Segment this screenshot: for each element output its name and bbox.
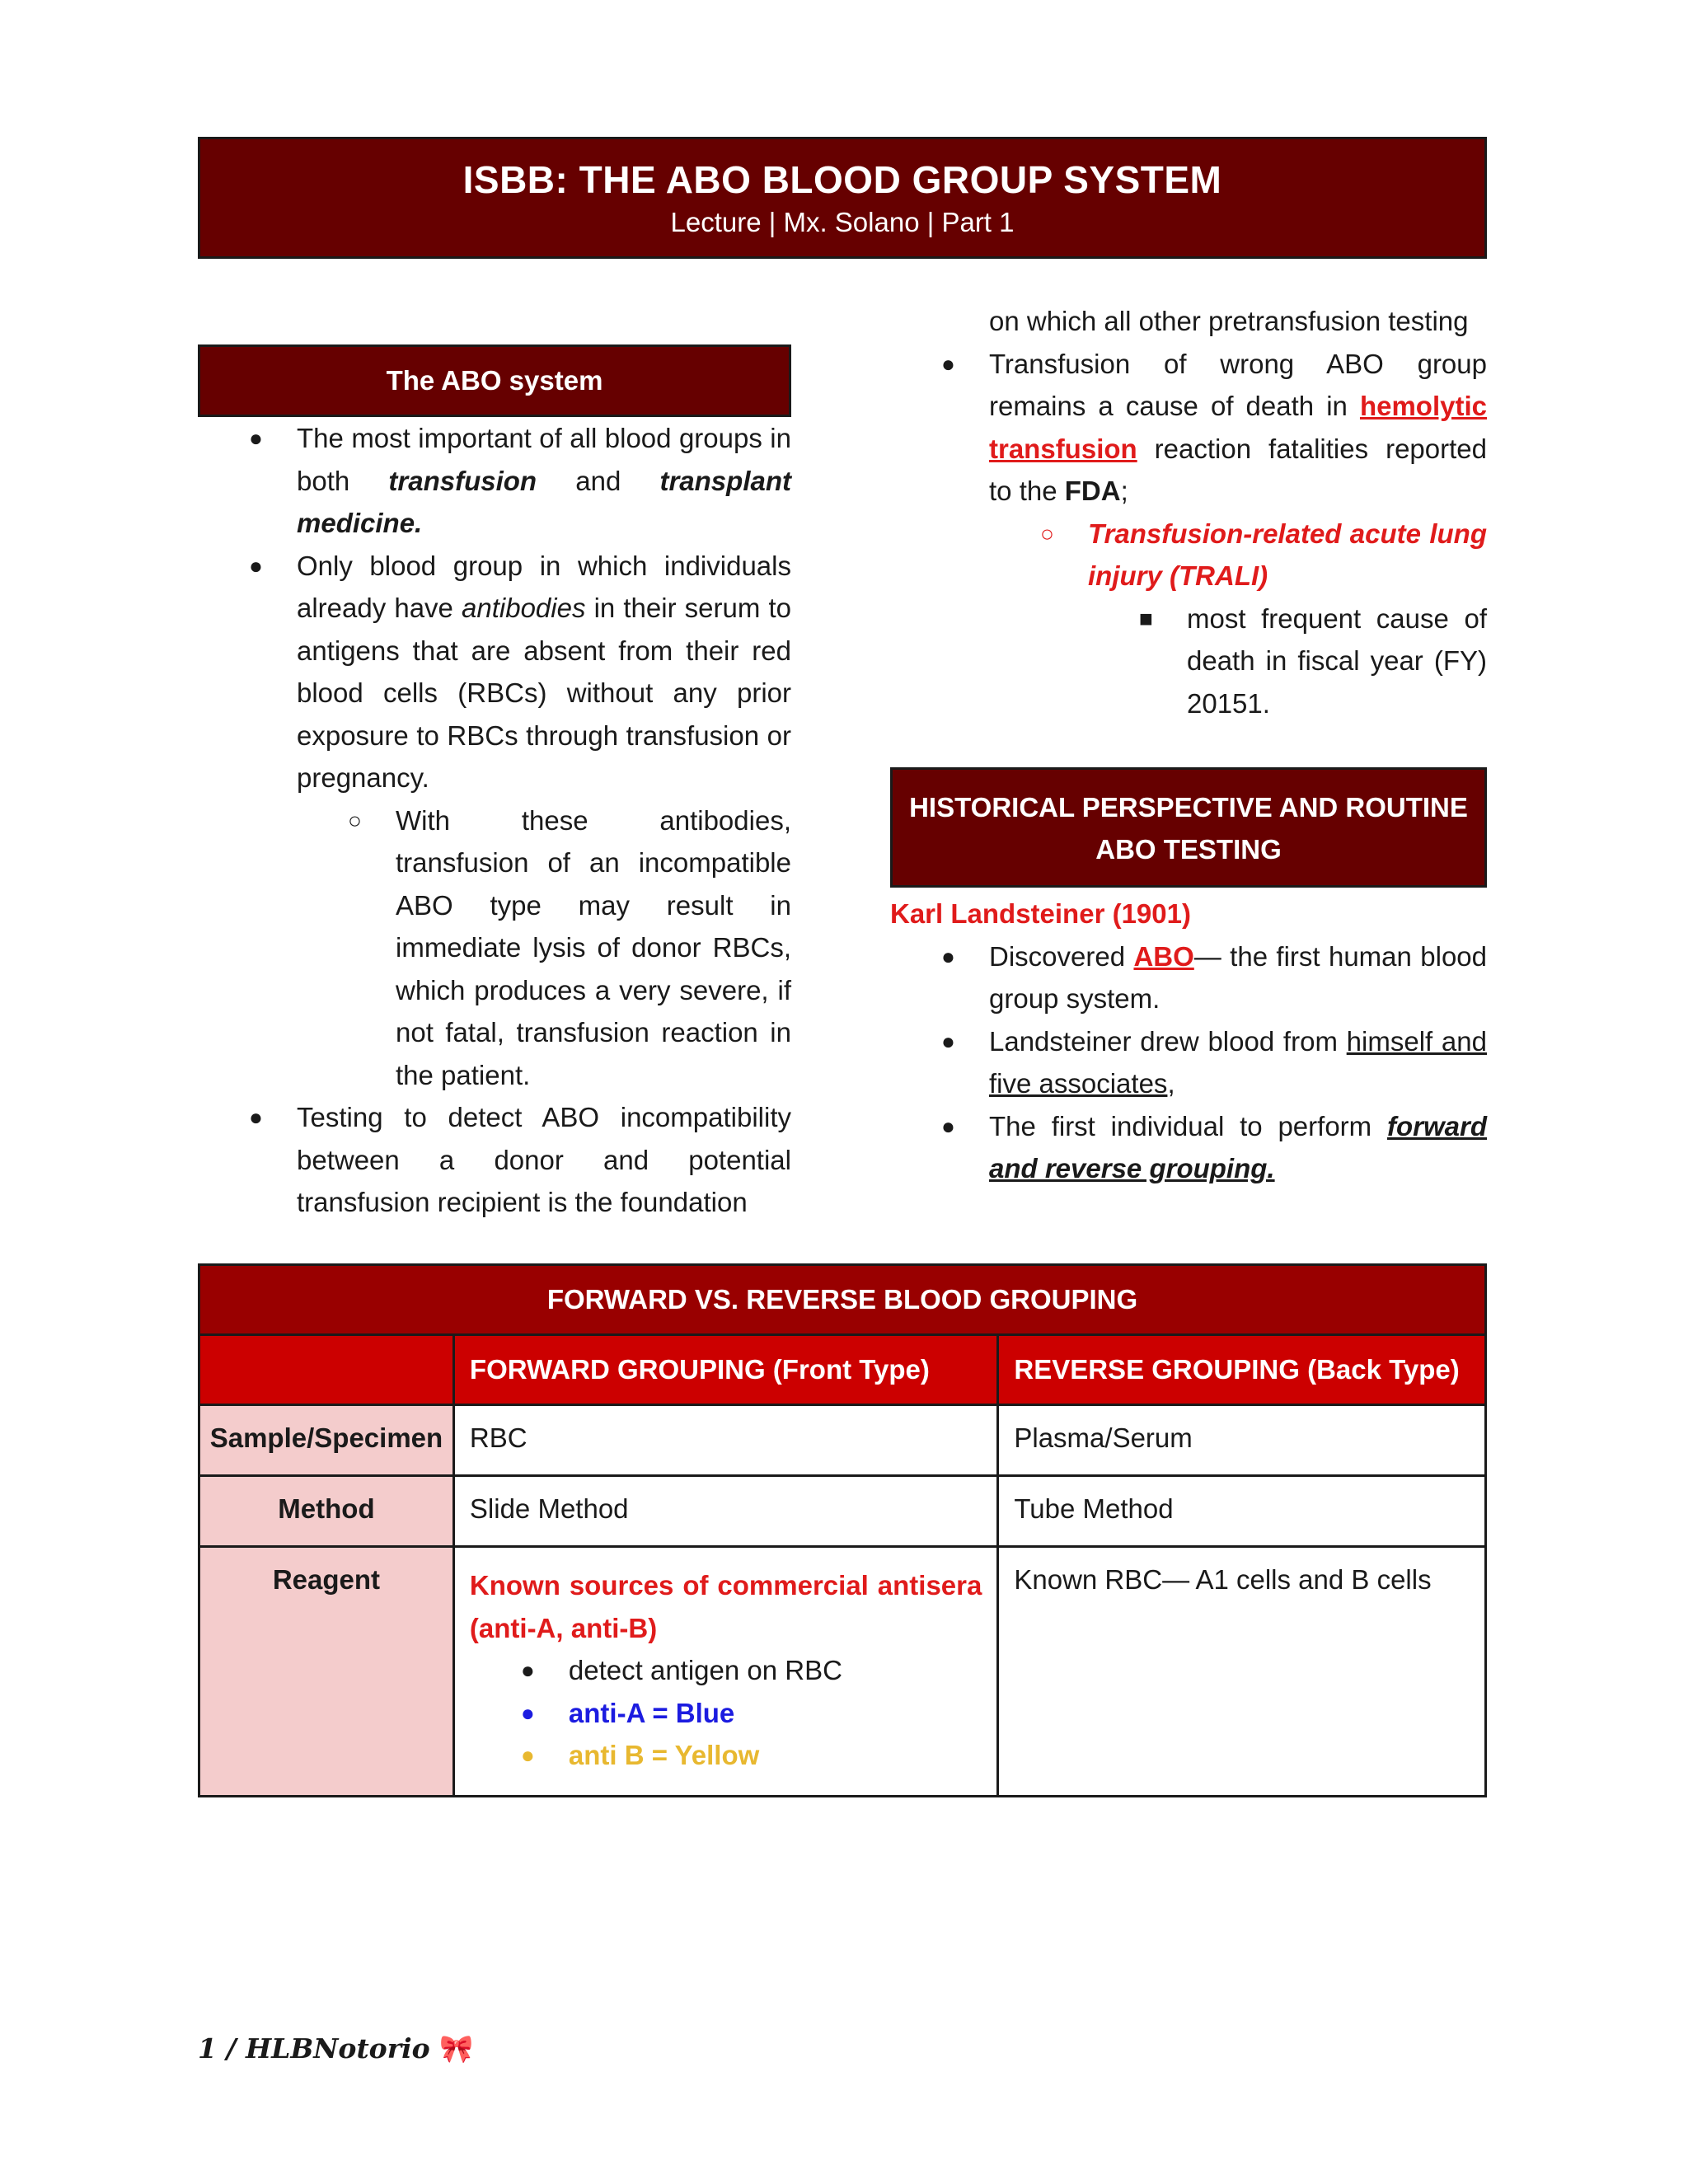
subheading-karl-landsteiner: Karl Landsteiner (1901) — [890, 898, 1191, 929]
bullet-icon: ● — [520, 1742, 535, 1768]
section-heading-historical: HISTORICAL PERSPECTIVE AND ROUTINE ABO TESTING — [890, 767, 1487, 888]
list-item: ● anti B = Yellow — [470, 1734, 982, 1777]
sub-list-item: ○ Transfusion-related acute lung injury (TRALI) ■ most frequent cause of death in fiscal year (FY) 20151. — [989, 513, 1487, 725]
reagent-forward-text: Known sources of commercial antisera (anti-A, anti-B) — [469, 1570, 982, 1643]
table-header-forward: FORWARD GROUPING (Front Type) — [453, 1335, 997, 1405]
row-label: Sample/Specimen — [199, 1405, 454, 1476]
abo-system-list — [198, 417, 791, 1224]
left-column — [198, 321, 791, 1224]
cell-forward — [453, 1547, 997, 1797]
right-column — [890, 300, 1487, 1190]
list-item: ● Landsteiner drew blood from himself and five associates, — [890, 1020, 1487, 1105]
grouping-table — [198, 1263, 1487, 1797]
section-heading-abo-system: The ABO system — [198, 344, 791, 417]
abo-system-list-cont — [890, 343, 1487, 725]
bullet-icon: ● — [249, 552, 263, 579]
list-item: ● detect antigen on RBC — [470, 1649, 982, 1692]
table-row — [199, 1547, 1486, 1797]
cell-reverse: Tube Method — [998, 1476, 1486, 1547]
list-item: ● Only blood group in which individuals already have antibodies in their serum to antigens that are absent from their red blood cells (RBCs) without any prior exposure to RBCs through transfusion or pregnancy. ○ With these antibodies, transfusion of an incompatible ABO type may result in immediate lysis of donor RBCs, which produces a very severe, if not fatal, transfusion reaction in the patient. — [198, 545, 791, 1097]
sub-list — [989, 513, 1487, 725]
sub-sub-list — [1088, 598, 1487, 725]
cell-forward: Slide Method — [453, 1476, 997, 1547]
page-subtitle: Lecture | Mx. Solano | Part 1 — [670, 207, 1015, 237]
document-header — [198, 137, 1487, 259]
sub-sub-list-item: ■ most frequent cause of death in fiscal year (FY) 20151. — [1088, 598, 1487, 725]
list-item: ● The first individual to perform forward and reverse grouping. — [890, 1105, 1487, 1190]
ribbon-icon: 🎀 — [439, 2032, 474, 2064]
hollow-bullet-icon: ○ — [1040, 520, 1054, 546]
bullet-icon: ● — [941, 943, 955, 969]
row-label: Reagent — [199, 1547, 454, 1797]
page-footer — [198, 2032, 473, 2065]
bullet-icon: ● — [941, 1113, 955, 1139]
hollow-bullet-icon: ○ — [348, 807, 362, 833]
list-item-continuation: on which all other pretransfusion testing — [989, 306, 1469, 336]
bullet-icon: ● — [249, 1104, 263, 1130]
list-item: ● anti-A = Blue — [470, 1692, 982, 1735]
cell-reverse: Known RBC— A1 cells and B cells — [998, 1547, 1486, 1797]
list-item: ● Transfusion of wrong ABO group remains a cause of death in hemolytic transfusion reaction fatalities reported to the FDA; ○ Transfusion-related acute lung injury (TRALI) ■ most frequent cause of death in fiscal year (FY) 20151. — [890, 343, 1487, 725]
list-item: ● The most important of all blood groups in both transfusion and transplant medicine. — [198, 417, 791, 545]
cell-reverse: Plasma/Serum — [998, 1405, 1486, 1476]
list-item: ● Testing to detect ABO incompatibility between a donor and potential transfusion recipient is the foundation — [198, 1096, 791, 1224]
list-item: ● Discovered ABO— the first human blood group system. — [890, 935, 1487, 1020]
table-title-row — [199, 1265, 1486, 1335]
sub-list-item: ○ With these antibodies, transfusion of an incompatible ABO type may result in immediate lysis of donor RBCs, which produces a very severe, if not fatal, transfusion reaction in the patient. — [297, 799, 791, 1097]
historical-list — [890, 935, 1487, 1190]
page-title: ISBB: THE ABO BLOOD GROUP SYSTEM — [462, 158, 1222, 201]
bullet-icon: ● — [249, 425, 263, 451]
table-row — [199, 1476, 1486, 1547]
bullet-icon: ● — [941, 350, 955, 377]
bullet-icon: ● — [520, 1699, 535, 1726]
table-row — [199, 1405, 1486, 1476]
square-bullet-icon: ■ — [1139, 605, 1153, 631]
bullet-icon: ● — [520, 1657, 535, 1683]
table-title: FORWARD VS. REVERSE BLOOD GROUPING — [199, 1265, 1486, 1335]
table-header-empty — [199, 1335, 454, 1405]
row-label: Method — [199, 1476, 454, 1547]
bullet-icon: ● — [941, 1028, 955, 1054]
reagent-list — [470, 1649, 982, 1777]
table-header-row — [199, 1335, 1486, 1405]
sub-list — [297, 799, 791, 1097]
cell-forward: RBC — [453, 1405, 997, 1476]
table-header-reverse: REVERSE GROUPING (Back Type) — [998, 1335, 1486, 1405]
footer-text: 1 / HLBNotorio — [198, 2032, 430, 2064]
